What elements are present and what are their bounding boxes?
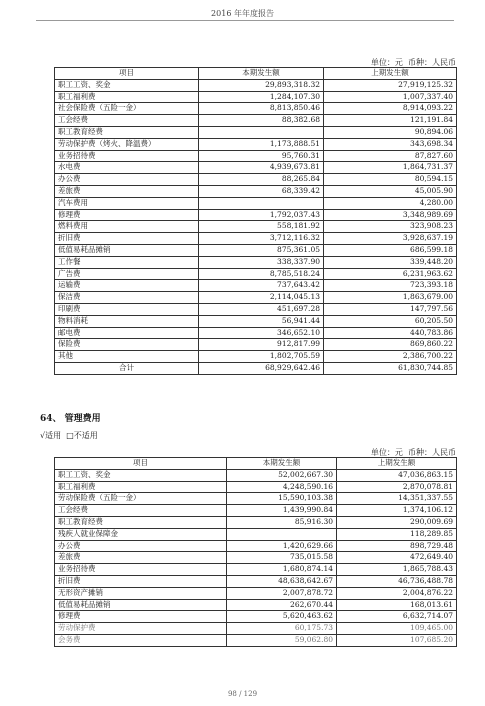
row-current-amount: 737,643.42 [199, 280, 324, 292]
row-item-label: 折旧费 [55, 233, 199, 245]
row-current-amount: 2,114,045.13 [199, 292, 324, 304]
table-row [55, 162, 457, 174]
row-prior-amount: 118,289.85 [337, 528, 457, 540]
row-prior-amount: 8,914,093.22 [324, 103, 457, 115]
table-row [55, 233, 457, 245]
total-current: 68,929,642.46 [199, 362, 324, 374]
row-prior-amount: 440,783.86 [324, 327, 457, 339]
column-header: 项目 [55, 68, 199, 80]
row-prior-amount: 898,729.48 [337, 540, 457, 552]
row-current-amount: 88,382.68 [199, 115, 324, 127]
row-prior-amount: 1,863,679.00 [324, 292, 457, 304]
table-row [55, 91, 457, 103]
applicable-option: √适用 [40, 431, 62, 440]
row-current-amount: 1,802,705.59 [199, 351, 324, 363]
row-current-amount: 3,712,116.32 [199, 233, 324, 245]
row-item-label: 办公费 [55, 540, 227, 552]
table-row [55, 138, 457, 150]
row-item-label: 职工教育经费 [55, 126, 199, 138]
table-row [55, 221, 457, 233]
row-item-label: 无形资产摊销 [55, 587, 227, 599]
row-current-amount: 338,337.90 [199, 256, 324, 268]
total-row [55, 362, 457, 374]
row-current-amount: 262,670.44 [227, 599, 337, 611]
unit-label: 单位：元 [370, 448, 403, 457]
header-rule [36, 20, 454, 21]
row-current-amount: 451,697.28 [199, 303, 324, 315]
row-item-label: 折旧费 [55, 575, 227, 587]
table-row [55, 540, 457, 552]
row-current-amount: 59,062.80 [227, 634, 337, 646]
report-header-title: 2016 年年度报告 [211, 9, 274, 18]
table-row [55, 634, 457, 646]
row-prior-amount: 87,827.60 [324, 150, 457, 162]
row-current-amount: 68,339.42 [199, 185, 324, 197]
table-row [55, 564, 457, 576]
row-current-amount: 735,015.58 [227, 552, 337, 564]
table-row [55, 115, 457, 127]
total-prior: 61,830,744.85 [324, 362, 457, 374]
row-prior-amount: 14,351,337.55 [337, 493, 457, 505]
column-header: 上期发生额 [337, 458, 457, 470]
table-row [55, 79, 457, 91]
column-header: 本期发生额 [227, 458, 337, 470]
table-row [55, 327, 457, 339]
row-current-amount: 29,893,318.32 [199, 79, 324, 91]
row-current-amount: 88,265.84 [199, 174, 324, 186]
row-current-amount: 1,439,990.84 [227, 505, 337, 517]
row-prior-amount: 47,036,863.15 [337, 469, 457, 481]
row-item-label: 办公费 [55, 174, 199, 186]
row-prior-amount: 472,649.40 [337, 552, 457, 564]
table-row [55, 493, 457, 505]
row-prior-amount: 1,864,731.37 [324, 162, 457, 174]
row-item-label: 工会经费 [55, 115, 199, 127]
row-current-amount: 56,941.44 [199, 315, 324, 327]
row-prior-amount: 60,205.50 [324, 315, 457, 327]
row-item-label: 业务招待费 [55, 564, 227, 576]
row-prior-amount: 168,013.61 [337, 599, 457, 611]
row-current-amount: 4,248,590.16 [227, 481, 337, 493]
column-header: 项目 [55, 458, 227, 470]
row-item-label: 职工福利费 [55, 481, 227, 493]
row-item-label: 工会经费 [55, 505, 227, 517]
row-current-amount: 8,813,850.46 [199, 103, 324, 115]
row-current-amount: 1,680,874.14 [227, 564, 337, 576]
table-row [55, 197, 457, 209]
row-current-amount: 2,007,878.72 [227, 587, 337, 599]
row-item-label: 职工教育经费 [55, 516, 227, 528]
row-item-label: 邮电费 [55, 327, 199, 339]
table-row [55, 209, 457, 221]
row-prior-amount: 27,919,125.32 [324, 79, 457, 91]
row-prior-amount: 1,865,788.43 [337, 564, 457, 576]
column-header: 上期发生额 [324, 68, 457, 80]
table-row [55, 575, 457, 587]
table-row [55, 280, 457, 292]
table-row [55, 339, 457, 351]
row-item-label: 运输费 [55, 280, 199, 292]
row-item-label: 劳动保险费（五险一金） [55, 493, 227, 505]
row-current-amount: 60,175.73 [227, 623, 337, 635]
applicability-line [40, 430, 98, 441]
table-row [55, 351, 457, 363]
row-prior-amount: 3,928,637.19 [324, 233, 457, 245]
row-prior-amount: 80,594.15 [324, 174, 457, 186]
row-prior-amount: 46,736,488.78 [337, 575, 457, 587]
row-prior-amount: 147,797.56 [324, 303, 457, 315]
row-prior-amount: 869,860.22 [324, 339, 457, 351]
not-applicable-option: □不适用 [66, 431, 98, 440]
row-item-label: 水电费 [55, 162, 199, 174]
row-item-label: 印刷费 [55, 303, 199, 315]
row-prior-amount: 686,599.18 [324, 244, 457, 256]
row-current-amount: 5,620,463.62 [227, 611, 337, 623]
table-row [55, 126, 457, 138]
row-current-amount: 52,002,667.30 [227, 469, 337, 481]
table-row [55, 268, 457, 280]
row-current-amount: 8,785,518.24 [199, 268, 324, 280]
row-item-label: 业务招待费 [55, 150, 199, 162]
table-row [55, 599, 457, 611]
table-row [55, 150, 457, 162]
row-prior-amount: 343,698.34 [324, 138, 457, 150]
row-current-amount: 1,792,037.43 [199, 209, 324, 221]
table-row [55, 623, 457, 635]
row-current-amount [199, 197, 324, 209]
row-current-amount: 1,173,888.51 [199, 138, 324, 150]
row-current-amount: 4,939,673.81 [199, 162, 324, 174]
row-prior-amount: 323,908.23 [324, 221, 457, 233]
row-item-label: 汽车费用 [55, 197, 199, 209]
row-item-label: 低值易耗品摊销 [55, 244, 199, 256]
row-prior-amount: 2,386,700.22 [324, 351, 457, 363]
row-prior-amount: 1,007,337.40 [324, 91, 457, 103]
row-item-label: 燃料费用 [55, 221, 199, 233]
row-prior-amount: 90,894.06 [324, 126, 457, 138]
row-current-amount: 912,817.99 [199, 339, 324, 351]
table-row [55, 528, 457, 540]
row-current-amount: 85,916.30 [227, 516, 337, 528]
table-header-row [55, 68, 457, 80]
admin-expenses-table [54, 457, 457, 647]
total-label: 合计 [55, 362, 199, 374]
row-prior-amount: 2,870,078.81 [337, 481, 457, 493]
table-row [55, 103, 457, 115]
row-current-amount: 48,638,642.67 [227, 575, 337, 587]
row-prior-amount: 107,685.20 [337, 634, 457, 646]
row-item-label: 保洁费 [55, 292, 199, 304]
table-row [55, 174, 457, 186]
row-prior-amount: 290,009.69 [337, 516, 457, 528]
table-row [55, 587, 457, 599]
row-item-label: 社会保险费（五险一金） [55, 103, 199, 115]
row-item-label: 保险费 [55, 339, 199, 351]
table-row [55, 303, 457, 315]
row-item-label: 职工工资、奖金 [55, 79, 199, 91]
row-prior-amount: 4,280.00 [324, 197, 457, 209]
row-item-label: 残疾人就业保障金 [55, 528, 227, 540]
row-item-label: 其他 [55, 351, 199, 363]
row-item-label: 职工工资、奖金 [55, 469, 227, 481]
row-item-label: 物料消耗 [55, 315, 199, 327]
row-prior-amount: 6,231,963.62 [324, 268, 457, 280]
table-row [55, 292, 457, 304]
row-current-amount: 1,420,629.66 [227, 540, 337, 552]
row-current-amount: 346,652.10 [199, 327, 324, 339]
table-row [55, 481, 457, 493]
table-header-row [55, 458, 457, 470]
column-header: 本期发生额 [199, 68, 324, 80]
currency-label: 币种：人民币 [408, 58, 456, 67]
row-prior-amount: 339,448.20 [324, 256, 457, 268]
row-item-label: 修理费 [55, 209, 199, 221]
table-row [55, 516, 457, 528]
table-row [55, 244, 457, 256]
row-item-label: 广告费 [55, 268, 199, 280]
row-current-amount: 558,181.92 [199, 221, 324, 233]
row-prior-amount: 6,632,714.07 [337, 611, 457, 623]
row-prior-amount: 121,191.84 [324, 115, 457, 127]
row-item-label: 修理费 [55, 611, 227, 623]
table-row [55, 611, 457, 623]
table-row [55, 256, 457, 268]
row-prior-amount: 723,393.18 [324, 280, 457, 292]
table-row [55, 469, 457, 481]
row-item-label: 劳动保护费 [55, 623, 227, 635]
page-number: 98 / 129 [227, 690, 258, 698]
row-current-amount [227, 528, 337, 540]
row-prior-amount: 45,005.90 [324, 185, 457, 197]
row-item-label: 差旅费 [55, 552, 227, 564]
table-row [55, 505, 457, 517]
row-current-amount: 875,361.05 [199, 244, 324, 256]
row-current-amount: 1,284,107.30 [199, 91, 324, 103]
table-row [55, 185, 457, 197]
row-item-label: 工作餐 [55, 256, 199, 268]
table-row [55, 315, 457, 327]
unit-label: 单位：元 [370, 58, 403, 67]
row-current-amount: 95,760.31 [199, 150, 324, 162]
row-item-label: 会务费 [55, 634, 227, 646]
row-item-label: 差旅费 [55, 185, 199, 197]
currency-label: 币种：人民币 [408, 448, 456, 457]
row-prior-amount: 109,465.00 [337, 623, 457, 635]
selling-expenses-table [54, 67, 457, 375]
section-title: 64、 管理费用 [40, 414, 101, 424]
row-item-label: 低值易耗品摊销 [55, 599, 227, 611]
row-prior-amount: 2,004,876.22 [337, 587, 457, 599]
row-item-label: 劳动保护费（烤火、降温费） [55, 138, 199, 150]
row-prior-amount: 3,348,989.69 [324, 209, 457, 221]
row-current-amount [199, 126, 324, 138]
row-current-amount: 15,590,103.38 [227, 493, 337, 505]
row-item-label: 职工福利费 [55, 91, 199, 103]
table-row [55, 552, 457, 564]
row-prior-amount: 1,374,106.12 [337, 505, 457, 517]
